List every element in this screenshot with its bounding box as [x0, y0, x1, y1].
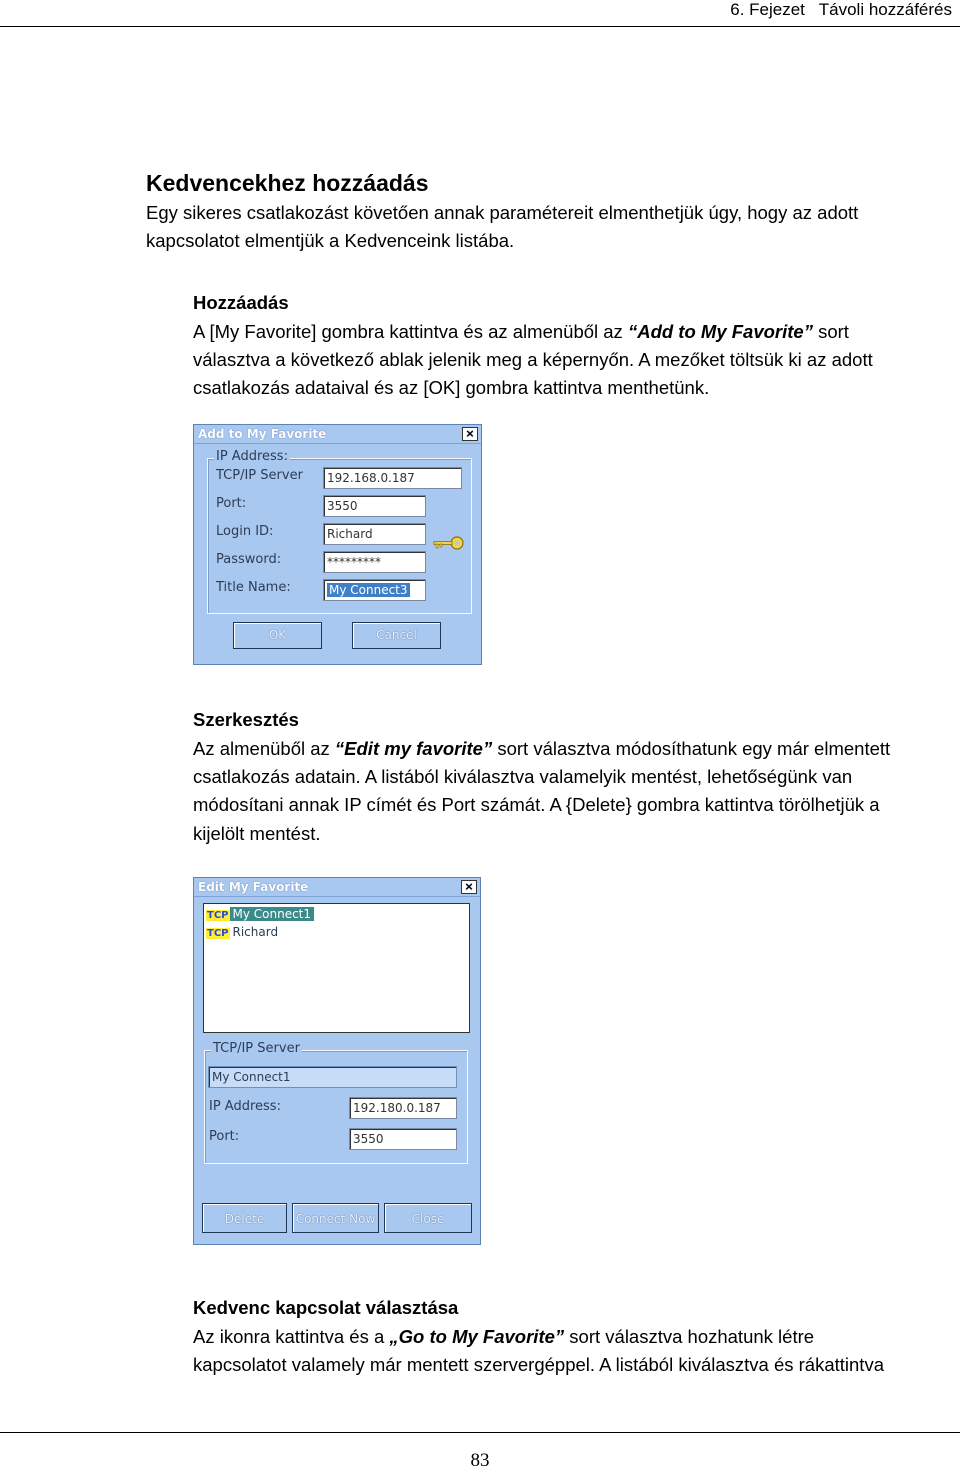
list-item[interactable] — [206, 906, 314, 922]
edit-dialog-titlebar — [194, 878, 480, 897]
tcp-icon: TCP — [207, 910, 229, 921]
footer-rule — [0, 1432, 960, 1433]
list-item[interactable] — [206, 924, 281, 940]
title-name-label: Title Name: — [216, 580, 291, 595]
tcp-server-group-label: TCP/IP Server — [213, 1041, 300, 1056]
add-menu-quote: “Add to My Favorite” — [627, 321, 813, 342]
close-icon[interactable]: × — [462, 427, 478, 441]
password-input[interactable]: ********* — [323, 551, 426, 573]
tcp-icon: TCP — [207, 928, 229, 939]
edit-line-3: módosítani annak IP címét és Port számát. A {Delete} gombra kattintva törölhetjük a — [193, 794, 880, 816]
tcp-server-input[interactable]: 192.168.0.187 — [323, 467, 462, 489]
page-number: 83 — [470, 1450, 490, 1471]
header-title: Távoli hozzáférés — [818, 0, 952, 19]
port-input[interactable]: 3550 — [323, 495, 426, 517]
add-favorite-dialog — [193, 424, 482, 665]
choose-menu-quote: „Go to My Favorite” — [389, 1326, 565, 1347]
edit-menu-quote: “Edit my favorite” — [334, 738, 493, 759]
ip-address-input[interactable]: 192.180.0.187 — [349, 1097, 457, 1119]
list-item-name: My Connect1 — [230, 907, 315, 921]
ip-address-group-label: IP Address: — [216, 449, 288, 464]
add-line-3: csatlakozás adataival és az [OK] gombra kattintva menthetünk. — [193, 377, 710, 399]
title-name-input[interactable] — [323, 579, 426, 601]
key-icon — [432, 535, 466, 555]
add-paragraph — [193, 318, 873, 403]
favorite-name-field: My Connect1 — [208, 1066, 457, 1088]
edit-favorite-dialog — [193, 877, 481, 1245]
add-line-1: A [My Favorite] gombra kattintva és az almenüből az “Add to My Favorite” sort — [193, 321, 849, 342]
choose-line-1: Az ikonra kattintva és a „Go to My Favorite” sort választva hozhatunk létre — [193, 1326, 815, 1347]
edit-line-4: kijelölt mentést. — [193, 822, 321, 844]
port-label: Port: — [209, 1129, 240, 1144]
password-label: Password: — [216, 552, 282, 567]
port-label: Port: — [216, 496, 247, 511]
list-item-name: Richard — [232, 925, 279, 939]
ok-button[interactable]: OK — [233, 622, 322, 649]
choose-line-2: kapcsolatot valamely már mentett szervergéppel. A listából kiválasztva és rákattintva — [193, 1354, 884, 1376]
login-id-input[interactable]: Richard — [323, 523, 426, 545]
header-rule — [0, 26, 960, 27]
add-heading: Hozzáadás — [193, 292, 289, 313]
close-button[interactable]: Close — [384, 1203, 472, 1233]
header-chapter: 6. Fejezet — [730, 0, 805, 19]
ip-address-label: IP Address: — [209, 1099, 281, 1114]
close-icon[interactable]: × — [461, 880, 477, 894]
delete-button[interactable]: Delete — [202, 1203, 287, 1233]
favorites-list[interactable] — [203, 903, 470, 1033]
running-header — [730, 0, 952, 20]
edit-line-2: csatlakozás adatain. A listából kiválasztva valamelyik mentést, lehetőségünk van — [193, 766, 853, 788]
choose-heading: Kedvenc kapcsolat választása — [193, 1297, 459, 1318]
edit-heading: Szerkesztés — [193, 709, 299, 730]
tcp-server-label: TCP/IP Server — [216, 468, 303, 483]
cancel-button[interactable]: Cancel — [352, 622, 441, 649]
intro-line-1: Egy sikeres csatlakozást követően annak paramétereit elmenthetjük úgy, hogy az adott — [146, 202, 859, 223]
edit-paragraph — [193, 735, 890, 848]
title-name-selected-text: My Connect3 — [329, 583, 408, 597]
edit-line-1: Az almenüből az “Edit my favorite” sort választva módosíthatunk egy már elmentett — [193, 738, 891, 759]
intro-paragraph — [146, 199, 858, 255]
section-title: Kedvencekhez hozzáadás — [146, 170, 429, 196]
intro-line-2: kapcsolatot elmentjük a Kedvenceink listába. — [146, 230, 515, 252]
port-input[interactable]: 3550 — [349, 1128, 457, 1150]
choose-paragraph — [193, 1323, 884, 1379]
add-line-2: választva a következő ablak jelenik meg a képernyőn. A mezőket töltsük ki az adott — [193, 349, 873, 371]
connect-now-button[interactable]: Connect Now — [292, 1203, 379, 1233]
add-dialog-titlebar — [194, 425, 481, 444]
add-dialog-title: Add to My Favorite — [198, 427, 327, 441]
login-id-label: Login ID: — [216, 524, 274, 539]
edit-dialog-title: Edit My Favorite — [198, 880, 309, 894]
